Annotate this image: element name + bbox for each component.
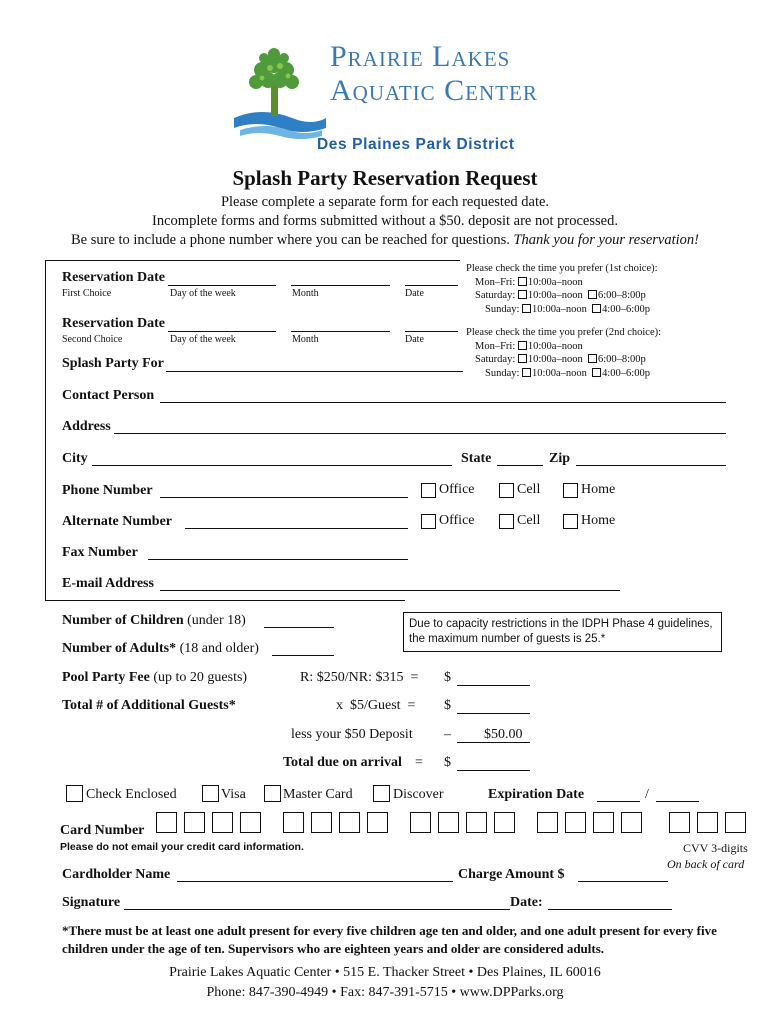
card-digit-box[interactable]: [565, 812, 586, 833]
cvv-note-2: On back of card: [667, 857, 745, 871]
section-border-left: [45, 260, 46, 600]
capacity-notice-text: Due to capacity restrictions in the IDPH Phase 4 guidelines, the maximum number of guests is 25.*: [409, 618, 713, 645]
date-sublabel-2: Date: [405, 334, 424, 345]
checkbox-sat-6p-2[interactable]: [588, 354, 597, 363]
mastercard-checkbox[interactable]: [264, 785, 281, 802]
second-choice-sublabel: Second Choice: [62, 334, 123, 345]
phone-home-label: Home: [581, 482, 616, 497]
fax-field[interactable]: [148, 559, 408, 560]
children-label: Number of Children: [62, 613, 184, 628]
zip-label: Zip: [549, 451, 571, 466]
checkbox-sun-10a-1[interactable]: [522, 304, 531, 313]
deposit-value: $50.00: [484, 727, 523, 742]
alternate-office-label: Office: [439, 513, 475, 528]
reservation-day-field-1[interactable]: [168, 285, 276, 286]
phone-office-checkbox[interactable]: [421, 483, 436, 498]
discover-label: Discover: [393, 787, 444, 802]
expiration-label: Expiration Date: [488, 787, 585, 802]
slot-label: 4:00–6:00p: [602, 303, 650, 315]
day-sublabel-2: Day of the week: [170, 334, 236, 345]
page-title: Splash Party Reservation Request: [232, 166, 538, 190]
card-digit-box[interactable]: [494, 812, 515, 833]
card-digit-box[interactable]: [339, 812, 360, 833]
additional-guests-dollar: $: [444, 698, 451, 713]
alternate-cell-label: Cell: [517, 513, 541, 528]
day-sublabel-1: Day of the week: [170, 288, 236, 299]
reservation-date-field-1[interactable]: [405, 285, 458, 286]
card-digit-box[interactable]: [367, 812, 388, 833]
slot-label: 10:00a–noon: [532, 303, 587, 315]
deposit-underline: [457, 742, 530, 743]
intro-line-2: Incomplete forms and forms submitted without a $50. deposit are not processed.: [152, 213, 618, 229]
section-divider-mid: [45, 600, 405, 601]
reservation-day-field-2[interactable]: [168, 331, 276, 332]
monfri-label-2: Mon–Fri:: [475, 340, 516, 352]
pool-fee-rate: R: $250/NR: $315 =: [300, 670, 419, 685]
total-due-amount-field[interactable]: [457, 770, 530, 771]
alternate-office-checkbox[interactable]: [421, 514, 436, 529]
reservation-month-field-1[interactable]: [291, 285, 390, 286]
adults-note: (18 and older): [179, 641, 259, 656]
pool-fee-note: (up to 20 guests): [153, 670, 248, 685]
visa-checkbox[interactable]: [202, 785, 219, 802]
phone-office-label: Office: [439, 482, 475, 497]
signature-field[interactable]: [124, 909, 510, 910]
sat-label-2: Saturday:: [475, 354, 516, 365]
slot-label: 6:00–8:00p: [597, 354, 646, 365]
additional-guests-label: Total # of Additional Guests*: [62, 698, 236, 713]
card-digit-box[interactable]: [410, 812, 431, 833]
logo-line-1: Prairie Lakes: [330, 40, 511, 73]
pool-fee-label: Pool Party Fee: [62, 670, 150, 685]
checkbox-sat-10a-1[interactable]: [518, 290, 527, 299]
section-divider-top: [45, 260, 460, 261]
card-digit-box[interactable]: [593, 812, 614, 833]
logo-tree-trunk: [271, 84, 278, 116]
month-sublabel-1: Month: [292, 288, 319, 299]
discover-checkbox[interactable]: [373, 785, 390, 802]
card-digit-box[interactable]: [212, 812, 233, 833]
time-pref-1-header: Please check the time you prefer (1st choice):: [466, 263, 658, 274]
phone-cell-checkbox[interactable]: [499, 483, 514, 498]
adults-row: [62, 641, 259, 657]
slot-label: 10:00a–noon: [527, 276, 583, 288]
signature-label: Signature: [62, 895, 121, 910]
signature-date-field[interactable]: [548, 909, 672, 910]
slot-label: 10:00a–noon: [527, 290, 583, 301]
phone-home-checkbox[interactable]: [563, 483, 578, 498]
alternate-cell-checkbox[interactable]: [499, 514, 514, 529]
phone-cell-label: Cell: [517, 482, 541, 497]
expiration-separator: /: [645, 787, 649, 802]
total-due-equals: =: [415, 755, 423, 770]
adult-supervision-footnote: *There must be at least one adult present for every five children age ten and older, and one adult present for every five children under the age of ten. Supervisors who are eighteen years and older are considered adults.: [62, 923, 717, 956]
capacity-notice: [403, 612, 722, 652]
alternate-home-label: Home: [581, 513, 616, 528]
logo-line-2: Aquatic Center: [330, 74, 538, 107]
reservation-date-label-2: Reservation Date: [62, 316, 166, 331]
city-label: City: [62, 451, 88, 466]
card-digit-box[interactable]: [283, 812, 304, 833]
pool-fee-amount-field[interactable]: [457, 685, 530, 686]
check-enclosed-checkbox[interactable]: [66, 785, 83, 802]
fax-label: Fax Number: [62, 545, 138, 560]
slot-label: 10:00a–noon: [527, 340, 583, 352]
signature-date-label: Date:: [510, 895, 543, 910]
footer-address: Prairie Lakes Aquatic Center • 515 E. Thacker Street • Des Plaines, IL 60016: [169, 965, 601, 980]
reservation-date-field-2[interactable]: [405, 331, 458, 332]
reservation-date-label-1: Reservation Date: [62, 270, 166, 285]
card-digit-box[interactable]: [240, 812, 261, 833]
phone-label: Phone Number: [62, 483, 153, 498]
children-note: (under 18): [187, 613, 246, 628]
footer-contact: Phone: 847-390-4949 • Fax: 847-391-5715 • www.DPParks.org: [206, 985, 564, 1000]
slot-label: 4:00–6:00p: [602, 367, 650, 379]
intro-line-1: Please complete a separate form for each requested date.: [220, 194, 550, 210]
city-field[interactable]: [92, 465, 452, 466]
sun-label-2: Sunday:: [485, 367, 520, 379]
checkbox-sat-10a-2[interactable]: [518, 354, 527, 363]
alternate-home-checkbox[interactable]: [563, 514, 578, 529]
deposit-label: less your $50 Deposit: [291, 727, 413, 742]
monfri-label-1: Mon–Fri:: [475, 276, 516, 288]
charge-amount-field[interactable]: [578, 881, 668, 882]
mastercard-label: Master Card: [283, 787, 353, 802]
time-pref-2-header: Please check the time you prefer (2nd choice):: [466, 327, 662, 338]
intro-thank-you: Thank you for your reservation!: [513, 232, 700, 248]
intro-line-3: [0, 232, 770, 249]
card-digit-box[interactable]: [156, 812, 177, 833]
expiration-year-field[interactable]: [656, 801, 699, 802]
deposit-operator: –: [444, 727, 451, 742]
email-field[interactable]: [160, 590, 620, 591]
check-enclosed-label: Check Enclosed: [86, 787, 177, 802]
zip-field[interactable]: [576, 465, 726, 466]
card-number-label: Card Number: [60, 823, 145, 838]
visa-label: Visa: [221, 787, 246, 802]
cvv-digit-box[interactable]: [697, 812, 718, 833]
alternate-field[interactable]: [185, 528, 408, 529]
card-digit-box[interactable]: [184, 812, 205, 833]
card-digit-box[interactable]: [537, 812, 558, 833]
pool-fee-row: [62, 670, 247, 686]
charge-amount-label: Charge Amount $: [458, 867, 565, 882]
cardholder-field[interactable]: [177, 881, 453, 882]
state-label: State: [461, 451, 492, 466]
cvv-digit-box[interactable]: [725, 812, 746, 833]
reservation-month-field-2[interactable]: [291, 331, 390, 332]
checkbox-monfri-10a-2[interactable]: [518, 341, 527, 350]
checkbox-monfri-10a-1[interactable]: [518, 277, 527, 286]
slot-label: 10:00a–noon: [532, 367, 587, 379]
logo-emblem: [222, 32, 332, 140]
adults-label: Number of Adults*: [62, 641, 177, 656]
alternate-label: Alternate Number: [62, 514, 173, 529]
time-pref-1: [466, 262, 658, 316]
pool-fee-dollar: $: [444, 670, 451, 685]
checkbox-sun-4p-1[interactable]: [592, 304, 601, 313]
slot-label: 6:00–8:00p: [597, 290, 646, 301]
state-field[interactable]: [497, 465, 543, 466]
card-digit-box[interactable]: [438, 812, 459, 833]
expiration-month-field[interactable]: [597, 801, 640, 802]
logo-tree-leaves: [249, 48, 299, 89]
card-digit-box[interactable]: [466, 812, 487, 833]
phone-field[interactable]: [160, 497, 408, 498]
contact-person-field[interactable]: [160, 402, 726, 403]
address-label: Address: [62, 419, 111, 434]
cardholder-label: Cardholder Name: [62, 867, 171, 882]
logo-district: Des Plaines Park District: [317, 136, 515, 153]
address-field[interactable]: [114, 433, 726, 434]
splash-party-for-field[interactable]: [166, 371, 463, 372]
date-sublabel-1: Date: [405, 288, 424, 299]
email-label: E-mail Address: [62, 576, 154, 591]
first-choice-sublabel: First Choice: [62, 288, 112, 299]
checkbox-sun-10a-2[interactable]: [522, 368, 531, 377]
sun-label-1: Sunday:: [485, 303, 520, 315]
month-sublabel-2: Month: [292, 334, 319, 345]
checkbox-sun-4p-2[interactable]: [592, 368, 601, 377]
email-card-warning: Please do not email your credit card information.: [60, 841, 304, 853]
checkbox-sat-6p-1[interactable]: [588, 290, 597, 299]
children-field[interactable]: [264, 627, 334, 628]
time-pref-2: [466, 326, 661, 380]
card-digit-box[interactable]: [311, 812, 332, 833]
contact-person-label: Contact Person: [62, 388, 155, 403]
total-due-label: Total due on arrival: [283, 755, 402, 770]
sat-label-1: Saturday:: [475, 290, 516, 301]
additional-guests-amount-field[interactable]: [457, 713, 530, 714]
adults-field[interactable]: [272, 655, 334, 656]
intro-line-3-text: Be sure to include a phone number where you can be reached for questions.: [70, 232, 510, 248]
total-due-dollar: $: [444, 755, 451, 770]
card-digit-box[interactable]: [621, 812, 642, 833]
children-row: [62, 613, 246, 629]
slot-label: 10:00a–noon: [527, 354, 583, 365]
cvv-digit-box[interactable]: [669, 812, 690, 833]
splash-party-for-label: Splash Party For: [62, 356, 164, 371]
additional-guests-rate: x $5/Guest =: [336, 698, 416, 713]
cvv-note-1: CVV 3-digits: [683, 841, 748, 855]
